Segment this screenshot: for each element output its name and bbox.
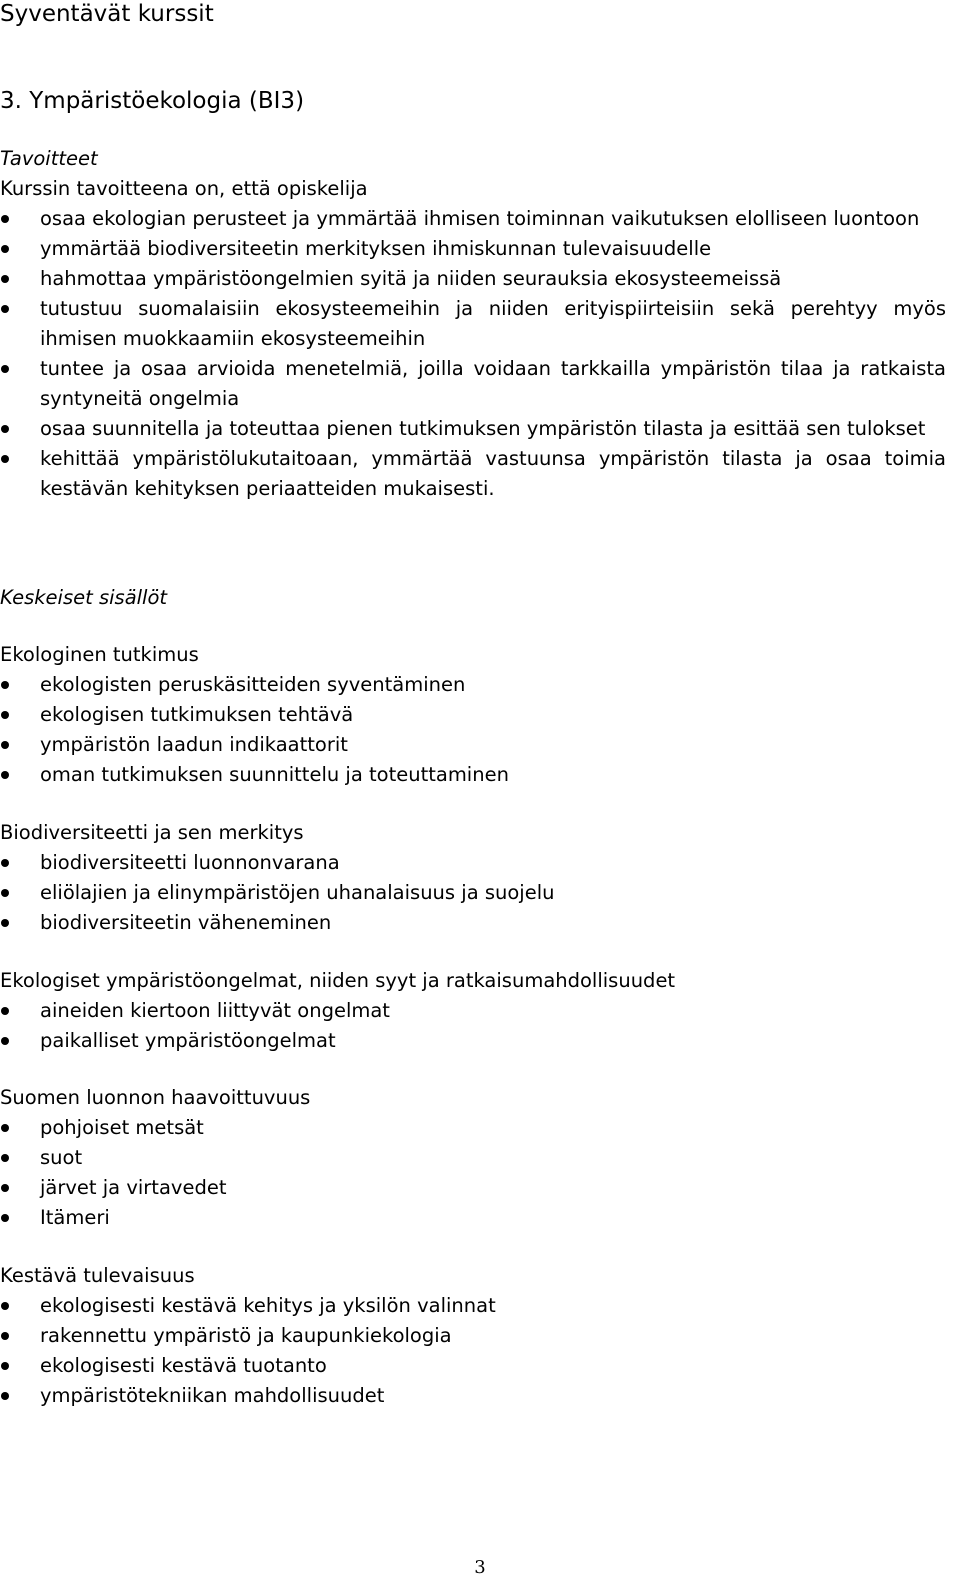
list-item: tutustuu suomalaisiin ekosysteemeihin ja niiden erityispiirteisiin sekä perehtyy myös ihmisen muokkaamiin ekosysteemeihin [0,294,946,354]
list-item: osaa suunnitella ja toteuttaa pienen tutkimuksen ympäristön tilasta ja esittää sen tulokset [0,414,946,444]
list-item: ympäristötekniikan mahdollisuudet [0,1381,946,1411]
section-title: Biodiversiteetti ja sen merkitys [0,821,304,844]
list-item: ymmärtää biodiversiteetin merkityksen ihmiskunnan tulevaisuudelle [0,234,946,264]
section-title: Kestävä tulevaisuus [0,1264,195,1287]
list-item: paikalliset ympäristöongelmat [0,1026,946,1056]
contents-section-1 [0,640,946,790]
contents-section-2 [0,818,946,938]
section-list [0,848,946,938]
list-item: ekologisen tutkimuksen tehtävä [0,700,946,730]
list-item: kehittää ympäristölukutaitoaan, ymmärtää vastuunsa ympäristön tilasta ja osaa toimia kestävän kehityksen periaatteiden mukaisesti. [0,444,946,504]
list-item: oman tutkimuksen suunnittelu ja toteuttaminen [0,760,946,790]
list-item: biodiversiteetin väheneminen [0,908,946,938]
goals-intro: Kurssin tavoitteena on, että opiskelija [0,177,368,200]
list-item: aineiden kiertoon liittyvät ongelmat [0,996,946,1026]
section-list [0,1113,946,1233]
section-title: Ekologiset ympäristöongelmat, niiden syyt ja ratkaisumahdollisuudet [0,969,676,992]
list-item: ekologisesti kestävä tuotanto [0,1351,946,1381]
list-item: tuntee ja osaa arvioida menetelmiä, joilla voidaan tarkkailla ympäristön tilaa ja ratkaista syntyneitä ongelmia [0,354,946,414]
list-item: järvet ja virtavedet [0,1173,946,1203]
contents-section-4 [0,1083,946,1233]
goals-list [0,204,946,504]
list-item: pohjoiset metsät [0,1113,946,1143]
page-header: Syventävät kurssit [0,1,214,27]
goals-heading: Tavoitteet [0,147,98,170]
section-list [0,670,946,790]
course-title: 3. Ympäristöekologia (BI3) [0,88,305,114]
list-item: ympäristön laadun indikaattorit [0,730,946,760]
list-item: ekologisten peruskäsitteiden syventäminen [0,670,946,700]
list-item: rakennettu ympäristö ja kaupunkiekologia [0,1321,946,1351]
contents-heading: Keskeiset sisällöt [0,586,168,609]
section-list [0,1291,946,1411]
list-item: suot [0,1143,946,1173]
list-item: hahmottaa ympäristöongelmien syitä ja niiden seurauksia ekosysteemeissä [0,264,946,294]
page-number: 3 [474,1557,486,1578]
section-list [0,996,946,1056]
section-title: Ekologinen tutkimus [0,643,199,666]
list-item: eliölajien ja elinympäristöjen uhanalaisuus ja suojelu [0,878,946,908]
contents-section-3 [0,966,946,1056]
list-item: osaa ekologian perusteet ja ymmärtää ihmisen toiminnan vaikutuksen elolliseen luontoon [0,204,946,234]
list-item: Itämeri [0,1203,946,1233]
list-item: ekologisesti kestävä kehitys ja yksilön valinnat [0,1291,946,1321]
goals-section [0,144,946,504]
contents-section-5 [0,1261,946,1411]
list-item: biodiversiteetti luonnonvarana [0,848,946,878]
section-title: Suomen luonnon haavoittuvuus [0,1086,311,1109]
